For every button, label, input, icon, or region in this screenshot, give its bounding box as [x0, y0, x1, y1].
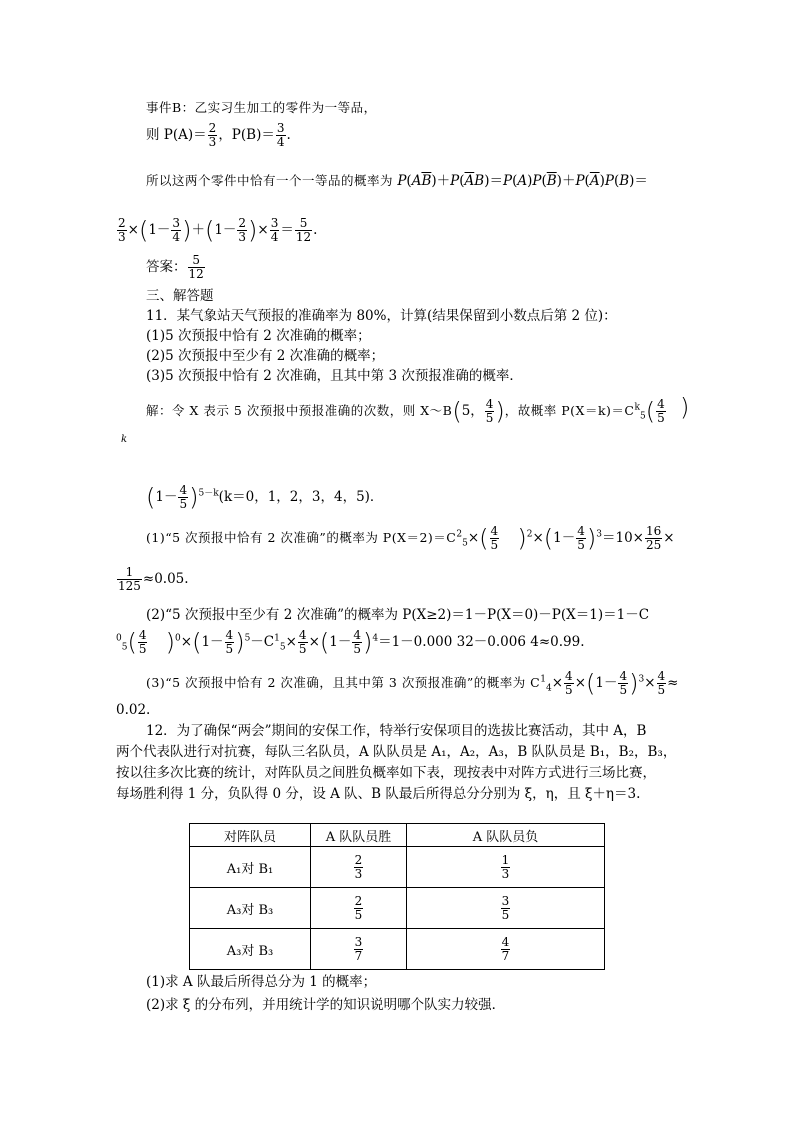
answer-label: 答案：	[146, 259, 187, 275]
q12-part1: (1)求 A 队最后所得总分为 1 的概率；	[146, 974, 377, 990]
part3-result: 0.02.	[116, 702, 151, 718]
text-intro: 所以这两个零件中恰有一个一等品的概率为	[146, 173, 394, 188]
sol-tail: ，故概率 P(X＝k)＝C	[504, 403, 635, 418]
q11-part2: (2)5 次预报中至少有 2 次准确的概率；	[146, 348, 385, 364]
part1-line: (1)“5 次预报中恰有 2 次准确”的概率为 $P(X=2)=C^2_5\times$( $\frac{4}{5}$ )$^2$×(1－ $\frac{4}{5}$ )$^3$＝10× $\frac{16}{25}$ ×	[146, 524, 675, 553]
part1-result: $\frac{1}{125}$ ≈0.05.	[118, 565, 189, 593]
q12-stem-c: 按以往多次比赛的统计，对阵队员之间胜负概率如下表，现按表中对阵方式进行三场比赛，	[116, 765, 656, 781]
section-3-heading: 三、解答题	[146, 288, 214, 304]
frac-3-4: $\frac{3}{4}$	[276, 121, 285, 149]
win-cell: $\frac{2}{3}$	[311, 847, 407, 888]
part1-text: (1)“5 次预报中恰有 2 次准确”的概率为 P(X＝2)＝C	[146, 530, 457, 545]
lose-cell: $\frac{1}{3}$	[407, 847, 605, 888]
header-match: 对阵队员	[190, 824, 311, 847]
table-row	[190, 888, 605, 929]
sol-text: 解：令 X 表示 5 次预报中预报准确的次数，则 X～B	[146, 403, 453, 418]
text-pb: ，P(B)＝	[218, 127, 275, 143]
win-cell: $\frac{3}{7}$	[311, 929, 407, 970]
table-header-row	[190, 824, 605, 847]
q11-stem: 11．某气象站天气预报的准确率为 80%，计算(结果保留到小数点后第 2 位)：	[146, 308, 617, 324]
q12-stem-a: 12．为了确保“两会”期间的安保工作，特举行安保项目的选拔比赛活动，其中 A，B	[146, 723, 647, 739]
text-pa: 则 P(A)＝	[146, 127, 207, 143]
exponent-k: k	[121, 434, 128, 445]
q11-part1: (1)5 次预报中恰有 2 次准确的概率；	[146, 328, 371, 344]
part2-formula: $^0_5$( $\frac{4}{5}$ )$^0$×(1－ $\frac{4}{5}$ )$^5-C^1_5\times$ $\frac{4}{5}$ ×(1－ $\frac{4}{5}$ )$^4$＝1－0.000 32－0.006 4≈0.99.	[116, 628, 585, 657]
lose-cell: $\frac{3}{5}$	[407, 888, 605, 929]
line-calc: $\frac{2}{3}$ ×(1－ $\frac{3}{4}$ )＋(1－ $\frac{2}{3}$ )× $\frac{3}{4}$ ＝ $\frac{5}{12}$ .	[118, 216, 318, 245]
q12-stem-d: 每场胜利得 1 分，负队得 0 分，设 A 队、B 队最后所得总分分别为 ξ，η，且 ξ＋η＝3.	[116, 786, 641, 802]
answer-line	[146, 254, 206, 281]
sol-formula-line: (1－ $\frac{4}{5}$ )$^{5-k}$(k＝0，1，2，3，4，5)．	[146, 483, 384, 512]
table-row	[190, 929, 605, 970]
match-cell: A₃对 B₃	[190, 888, 311, 929]
probability-table	[189, 823, 605, 970]
match-cell: A₁对 B₁	[190, 847, 311, 888]
k-range: (k＝0，1，2，3，4，5)．	[218, 489, 384, 505]
sol-line: 解：令 X 表示 5 次预报中预报准确的次数，则 X～B(5， $\frac{4}{5}$ )，故概率 $P(X=k)=C^k_5$( $\frac{4}{5}$	[146, 397, 665, 426]
q11-part3: (3)5 次预报中恰有 2 次准确，且其中第 3 次预报准确的概率．	[146, 368, 523, 384]
table-row	[190, 847, 605, 888]
line-prob-ab: 则 P(A)＝ $\frac{2}{3}$ ，P(B)＝ $\frac{3}{4}$ .	[146, 121, 291, 149]
part3-text: (3)“5 次预报中恰有 2 次准确，且其中第 3 次预报准确”的概率为 C	[146, 675, 541, 690]
q12-stem-b: 两个代表队进行对抗赛，每队三名队员，A 队队员是 A₁，A₂，A₃，B 队队员是 B₁，B₂，B₃，	[116, 744, 677, 760]
q12-part2: (2)求 ξ 的分布列，并用统计学的知识说明哪个队实力较强．	[146, 997, 506, 1013]
win-cell: $\frac{2}{5}$	[311, 888, 407, 929]
match-cell: A₃对 B₃	[190, 929, 311, 970]
part3-line: (3)“5 次预报中恰有 2 次准确，且其中第 3 次预报准确”的概率为 $C^1_4\times$ $\frac{4}{5}$ ×(1－ $\frac{4}{5}$ )$^3$× $\frac{4}{5}$ ≈	[146, 669, 679, 698]
line-prob-one: 所以这两个零件中恰有一个一等品的概率为 $P(A\overline{B})+P(\overline{A}B)=P(A)P(\overline{B})+P(\overline{A})P(B)=$	[146, 173, 648, 189]
frac-2-3: $\frac{2}{3}$	[208, 121, 217, 149]
header-win: A 队队员胜	[311, 824, 407, 847]
answer-frac: $\frac{5}{12}$	[188, 253, 204, 281]
line-event-b: 事件B：乙实习生加工的零件为一等品，	[146, 100, 377, 115]
header-lose: A 队队员负	[407, 824, 605, 847]
lose-cell: $\frac{4}{7}$	[407, 929, 605, 970]
part2-line: (2)“5 次预报中至少有 2 次准确”的概率为 P(X≥2)＝1－P(X＝0)－P(X＝1)＝1－C	[146, 607, 650, 623]
